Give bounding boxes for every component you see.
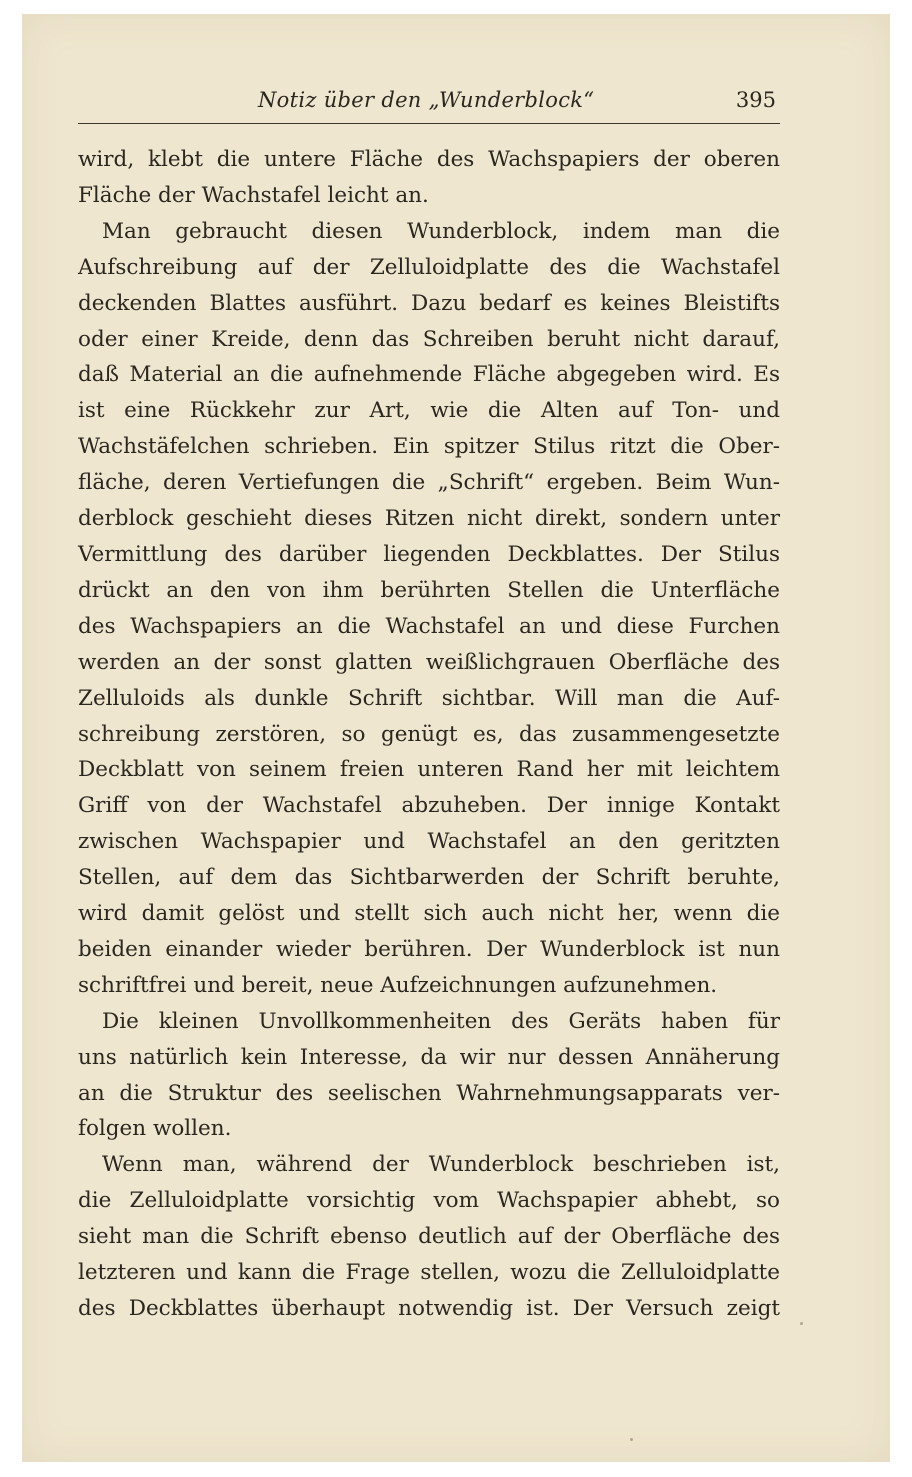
text-line: Deckblatt von seinem freien unteren Rand her mit leichtem xyxy=(78,757,780,783)
text-line: wird damit gelöst und stellt sich auch nicht her, wenn die xyxy=(78,901,780,927)
text-line: Wenn man, während der Wunderblock beschrieben ist, xyxy=(102,1152,780,1178)
text-line: des Wachspapiers an die Wachstafel an und diese Furchen xyxy=(78,613,780,639)
text-line: uns natürlich kein Interesse, da wir nur dessen Annäherung xyxy=(78,1044,780,1070)
text-line: Man gebraucht diesen Wunderblock, indem man die xyxy=(102,218,780,244)
text-line: Aufschreibung auf der Zelluloidplatte des die Wachstafel xyxy=(78,254,780,280)
text-line: Griff von der Wachstafel abzuheben. Der innige Kontakt xyxy=(78,793,780,819)
text-line: an die Struktur des seelischen Wahrnehmungsapparats ver- xyxy=(78,1080,780,1106)
paper-speck xyxy=(630,1438,633,1441)
text-line: Die kleinen Unvollkommenheiten des Geräts haben für xyxy=(102,1008,780,1034)
text-line: des Deckblattes überhaupt notwendig ist. Der Versuch zeigt xyxy=(78,1296,780,1321)
text-line: drückt an den von ihm berührten Stellen die Unterfläche xyxy=(78,577,780,603)
text-line: zwischen Wachspapier und Wachstafel an den geritzten xyxy=(78,829,780,855)
text-line: derblock geschieht dieses Ritzen nicht direkt, sondern unter xyxy=(78,506,780,532)
text-line: Stellen, auf dem das Sichtbarwerden der Schrift beruhte, xyxy=(78,865,780,891)
running-title: Notiz über den „Wunderblock“ xyxy=(258,88,595,112)
text-line: folgen wollen. xyxy=(78,1116,232,1142)
text-line: oder einer Kreide, denn das Schreiben beruht nicht darauf, xyxy=(78,326,780,352)
text-line: schriftfrei und bereit, neue Aufzeichnungen aufzunehmen. xyxy=(78,972,718,998)
text-line: ist eine Rückkehr zur Art, wie die Alten auf Ton- und xyxy=(78,398,780,424)
text-line: fläche, deren Vertiefungen die „Schrift“ ergeben. Beim Wun- xyxy=(78,470,780,496)
text-line: sieht man die Schrift ebenso deutlich auf der Oberfläche des xyxy=(78,1224,780,1250)
text-line: Vermittlung des darüber liegenden Deckblattes. Der Stilus xyxy=(78,541,780,567)
text-line: Zelluloids als dunkle Schrift sichtbar. Will man die Auf- xyxy=(78,685,780,711)
page-number: 395 xyxy=(735,88,776,112)
header-rule xyxy=(78,123,780,124)
text-line: Fläche der Wachstafel leicht an. xyxy=(78,182,429,208)
text-line: wird, klebt die untere Fläche des Wachspapiers der oberen xyxy=(78,147,780,172)
text-line: werden an der sonst glatten weißlichgrauen Oberfläche des xyxy=(78,649,780,675)
text-line: beiden einander wieder berühren. Der Wunderblock ist nun xyxy=(78,936,780,962)
text-line: schreibung zerstören, so genügt es, das zusammengesetzte xyxy=(78,721,780,747)
running-header xyxy=(78,88,778,122)
text-line: deckenden Blattes ausführt. Dazu bedarf es keines Bleistifts xyxy=(78,290,780,316)
text-line: Wachstäfelchen schrieben. Ein spitzer Stilus ritzt die Ober- xyxy=(78,434,780,460)
body-text xyxy=(78,142,780,1327)
text-line: die Zelluloidplatte vorsichtig vom Wachspapier abhebt, so xyxy=(78,1188,780,1214)
paper-speck xyxy=(800,1322,803,1325)
text-line: daß Material an die aufnehmende Fläche abgegeben wird. Es xyxy=(78,362,780,388)
text-line: letzteren und kann die Frage stellen, wozu die Zelluloidplatte xyxy=(78,1260,780,1286)
